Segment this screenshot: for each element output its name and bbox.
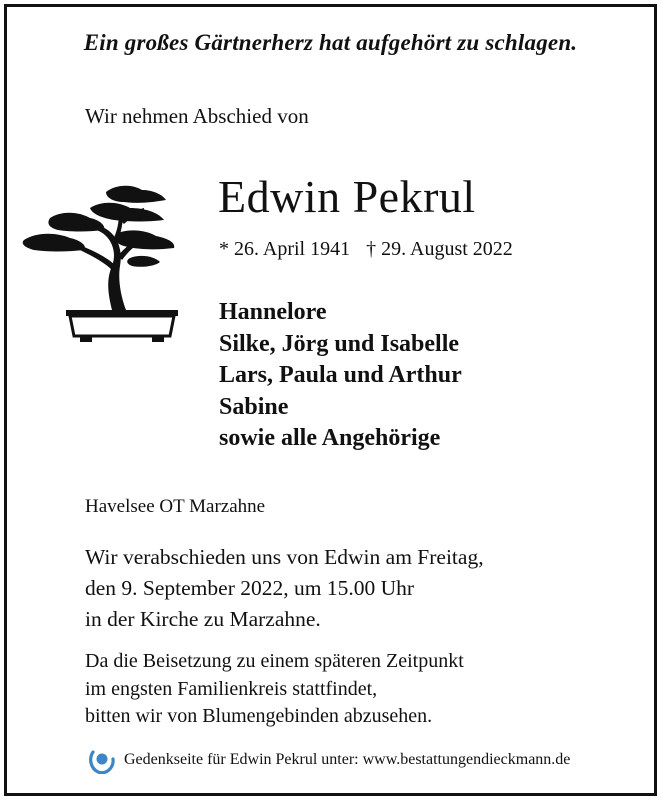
headline: Ein großes Gärtnerherz hat aufgehört zu schlagen. — [83, 30, 578, 55]
service-line: Wir verabschieden uns von Edwin am Freitag, — [85, 545, 484, 569]
mourner-line: Lars, Paula und Arthur — [219, 362, 462, 388]
intro-text: Wir nehmen Abschied von — [85, 104, 309, 128]
mourners-list — [219, 297, 462, 455]
service-line: in der Kirche zu Marzahne. — [85, 607, 321, 631]
bonsai-tree-icon — [20, 178, 180, 358]
notice-line: im engsten Familienkreis stattfindet, — [85, 677, 378, 700]
mourner-line: Sabine — [219, 393, 289, 420]
mourner-line: sowie alle Angehörige — [219, 425, 441, 451]
death-date: † 29. August 2022 — [366, 238, 513, 260]
burial-notice — [85, 648, 464, 731]
place-text: Havelsee OT Marzahne — [85, 496, 266, 517]
notice-line: Da die Beisetzung zu einem späteren Zeitpunkt — [85, 650, 464, 672]
mourner-line: Hannelore — [219, 299, 327, 325]
service-info — [85, 542, 484, 635]
birth-date: * 26. April 1941 — [219, 238, 351, 260]
memorial-page-footer — [88, 745, 570, 775]
life-dates — [219, 238, 513, 261]
notice-line: bitten wir von Blumengebinden abzusehen. — [85, 705, 433, 727]
mourner-line: Silke, Jörg und Isabelle — [219, 330, 460, 357]
service-line: den 9. September 2022, um 15.00 Uhr — [85, 576, 415, 600]
deceased-name: Edwin Pekrul — [218, 171, 476, 222]
memorial-page-link[interactable]: Gedenkseite für Edwin Pekrul unter: www.bestattungendieckmann.de — [124, 751, 571, 768]
funeral-home-logo-icon — [88, 746, 116, 774]
